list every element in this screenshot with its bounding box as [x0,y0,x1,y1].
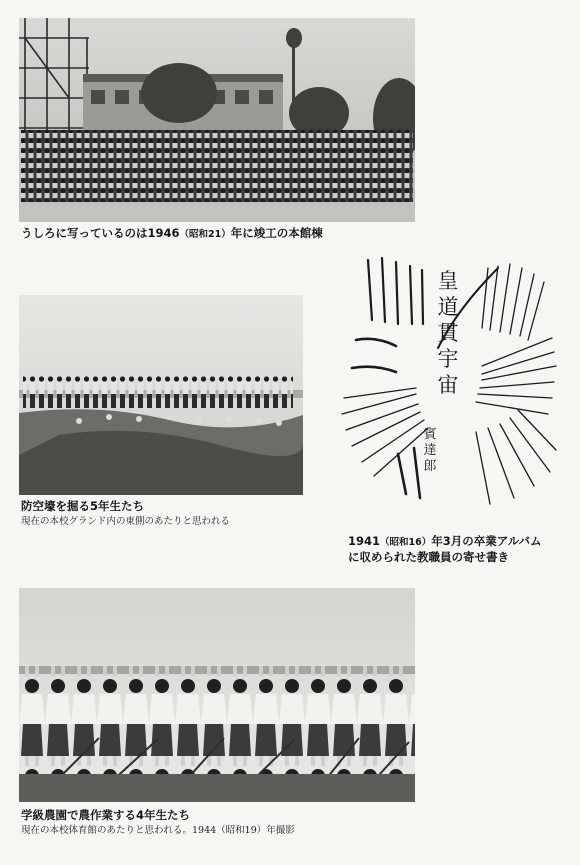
center-signature [423,426,437,474]
air-raid-shelter-photo [19,295,303,495]
svg-text:宇: 宇 [437,347,459,371]
school-group-photo [19,18,415,222]
field [19,774,415,802]
signature-title [438,269,461,397]
signature-calligraphy [338,248,560,520]
svg-text:皇: 皇 [437,269,459,293]
photo2-subcaption: 現在の本校グランド内の東側のあたりと思われる [21,516,231,527]
shelter-photo-image [19,295,303,495]
farm-photo-image [19,588,415,802]
photo1-caption: うしろに写っているのは1946（昭和21）年に竣工の本館棟 [21,226,323,240]
students-crowd [21,130,413,202]
svg-text:道: 道 [437,295,459,319]
svg-text:達: 達 [423,443,437,458]
ground [19,202,415,222]
svg-text:宙: 宙 [437,373,459,397]
svg-text:賓: 賓 [423,427,437,442]
group-photo-image [19,18,415,222]
svg-text:郎: 郎 [423,459,437,474]
signature-caption-line1: 1941（昭和16）年3月の卒業アルバム [348,534,542,548]
school-farm-photo [19,588,415,802]
teachers-signature-board [338,248,560,520]
svg-text:貫: 貫 [437,321,459,345]
photo2-caption: 防空壕を掘る5年生たち [21,499,145,513]
photo4-subcaption: 現在の本校体育館のあたりと思われる。1944（昭和19）年撮影 [21,825,295,836]
signature-caption-line2: に収められた教職員の寄せ書き [348,550,509,564]
students-row [23,373,293,413]
photo4-caption: 学級農園で農作業する4年生たち [21,808,190,822]
